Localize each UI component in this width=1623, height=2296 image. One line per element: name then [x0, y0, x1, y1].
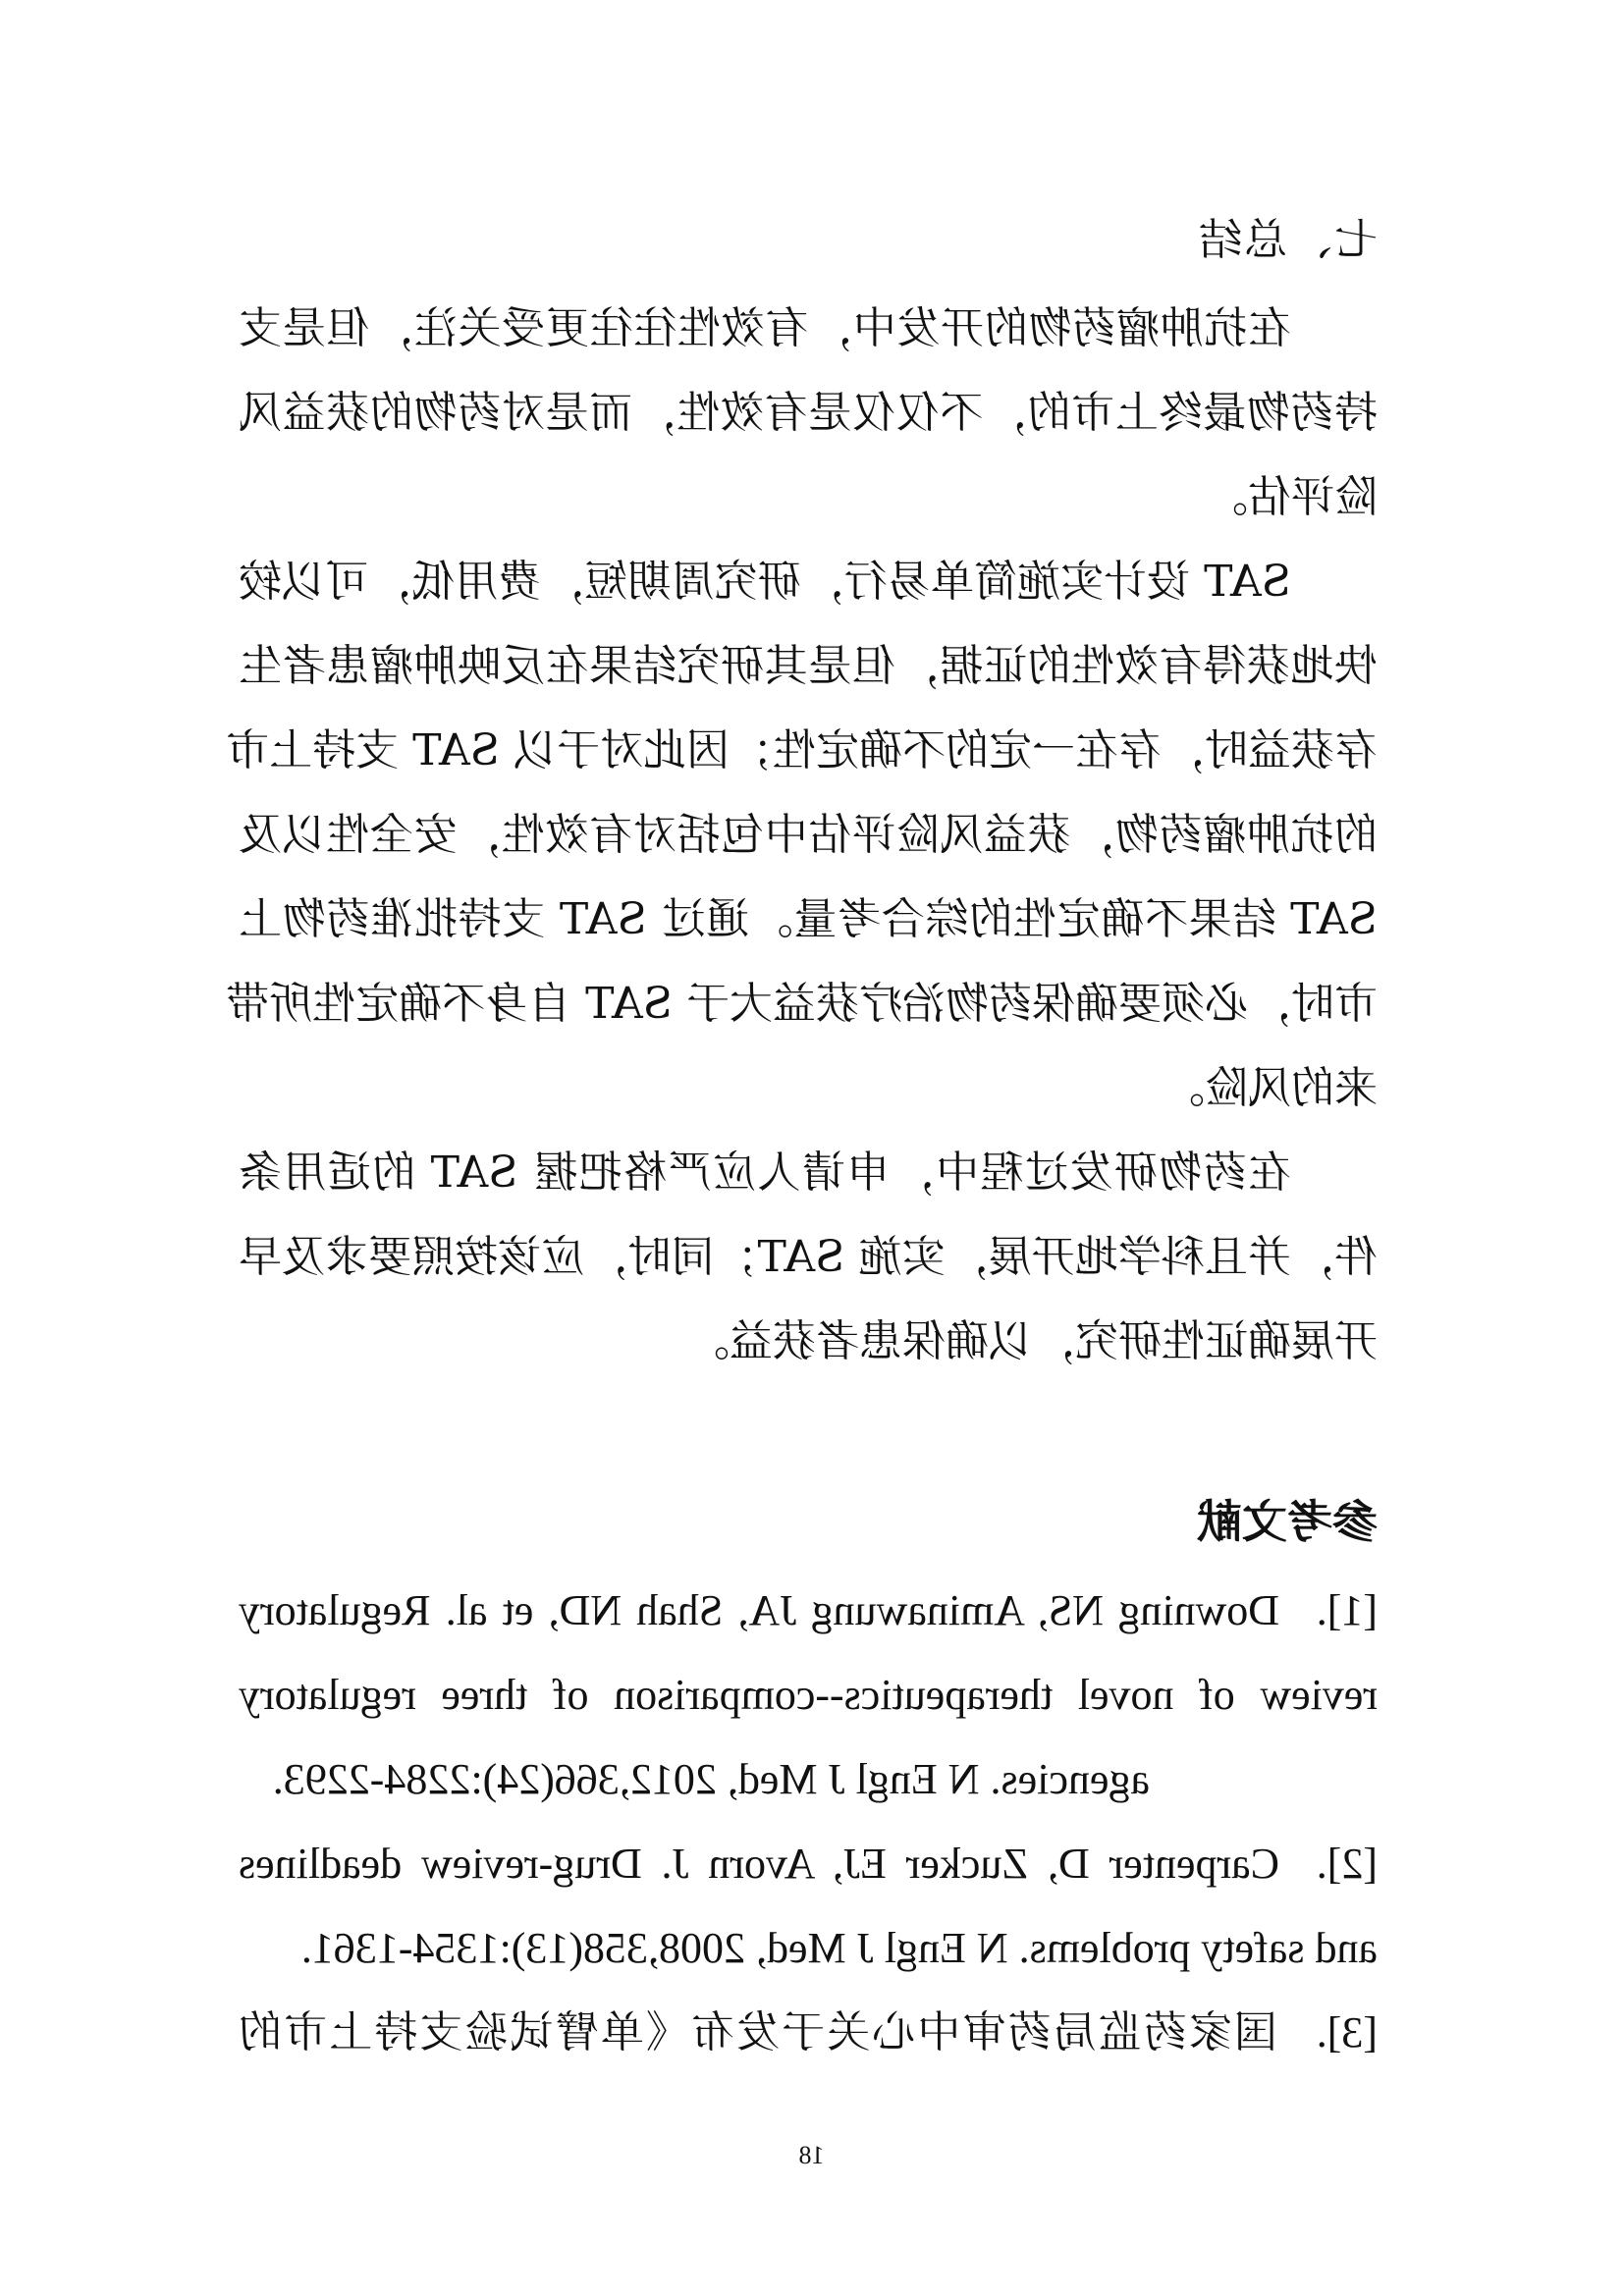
- summary-paragraph-3: [239, 1131, 1378, 1384]
- text-line: 险评估。: [1205, 472, 1378, 522]
- references-heading: 参考文献: [1197, 1495, 1378, 1548]
- text-line: 件，并且科学地开展，实施 SAT；同时，应该按照要求及早: [239, 1232, 1378, 1282]
- reference-text: 国家药监局药审中心关于发布《单臂试验支持上市的: [239, 2007, 1279, 2057]
- text-line: 在抗肿瘤药物的开发中，有效性往往更受关注，但是支: [239, 303, 1291, 353]
- section-title: 七、总结: [1197, 215, 1378, 265]
- text-line: 快地获得有效性的证据，但是其研究结果在反映肿瘤患者生: [239, 641, 1378, 691]
- reference-line: agencies. N Engl J Med, 2012,366(24):2284-2293.: [272, 1755, 1150, 1803]
- reference-text: Downing NS, Aminawung JA, Shah ND, et al. Regulatory: [239, 1586, 1279, 1634]
- reference-line: [239, 1569, 1378, 1653]
- text-line: SAT 结果不确定性的综合考量。通过 SAT 支持批准药物上: [239, 894, 1378, 944]
- reference-line: review of novel therapeutics--comparison of three regulatory: [239, 1671, 1378, 1719]
- reference-number: [1].: [1316, 1586, 1378, 1634]
- reference-number: [2].: [1316, 1840, 1378, 1888]
- reference-text: Carpenter D, Zucker EJ, Avorn J. Drug-review deadlines: [239, 1840, 1279, 1888]
- text-line: 的抗肿瘤药物，获益风险评估中包括对有效性，安全性以及: [239, 810, 1378, 860]
- text-line: 存获益时，存在一定的不确定性；因此对于以 SAT 支持上市: [226, 725, 1378, 775]
- text-line: 开展确证性研究，以确保患者获益。: [686, 1316, 1378, 1366]
- reference-item-1: [239, 1569, 1378, 1822]
- page-number: 18: [798, 2141, 825, 2169]
- reference-line: [239, 1822, 1378, 1906]
- reference-item-3: [239, 1991, 1378, 2075]
- text-line: SAT 设计实施简单易行，研究周期短，费用低，可以较: [239, 557, 1291, 607]
- reference-number: [3].: [1316, 2008, 1378, 2056]
- reference-line: [239, 1991, 1378, 2075]
- text-line: 来的风险。: [1162, 1063, 1378, 1113]
- reference-line: and safety problems. N Engl J Med, 2008,358(13):1354-1361.: [300, 1924, 1378, 1972]
- summary-paragraph-1: [239, 287, 1378, 540]
- text-line: 在药物研发过程中，申请人应严格把握 SAT 的适用条: [239, 1148, 1291, 1198]
- text-line: 市时，必须要确保药物治疗获益大于 SAT 自身不确定性所带: [226, 979, 1378, 1029]
- summary-paragraph-2: [226, 540, 1378, 1131]
- text-line: 持药物最终上市的，不仅仅是有效性，而是对药物的获益风: [239, 388, 1378, 438]
- reference-item-2: [239, 1822, 1378, 1991]
